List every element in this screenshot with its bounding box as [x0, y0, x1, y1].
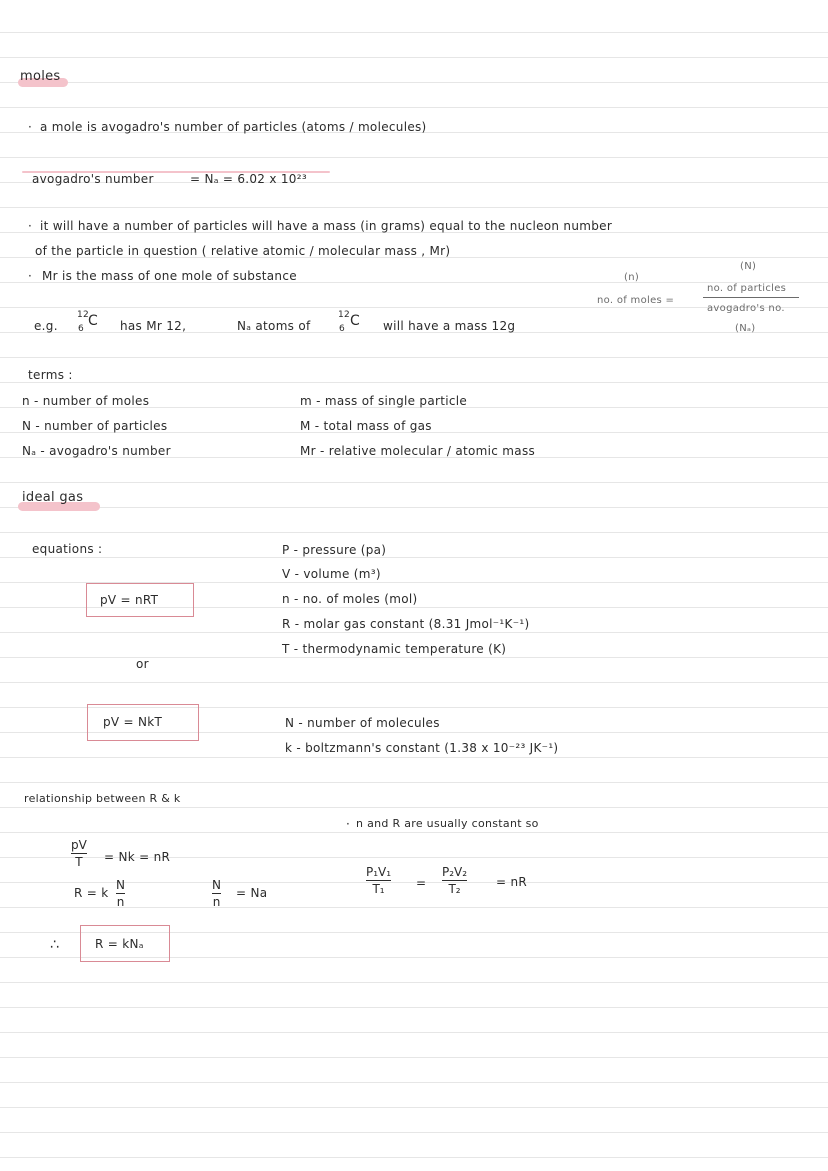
- fraction-bar: [71, 853, 87, 854]
- bullet-dot: ·: [28, 120, 33, 134]
- pv-numerator: pV: [71, 838, 87, 852]
- r-equals-k: R = k: [74, 886, 109, 900]
- var1-4: T - thermodynamic temperature (K): [282, 642, 507, 656]
- var1-3: R - molar gas constant (8.31 Jmol⁻¹K⁻¹): [282, 617, 530, 631]
- bullet-dot: ·: [346, 817, 351, 831]
- final-equation: R = kNₐ: [95, 937, 144, 951]
- moles-title: moles: [20, 69, 61, 84]
- carbon-atomic-number-2: 6: [339, 324, 346, 334]
- var2-1: k - boltzmann's constant (1.38 x 10⁻²³ JK⁻¹): [285, 741, 559, 755]
- var1-1: V - volume (m³): [282, 567, 381, 581]
- term-left-1: N - number of particles: [22, 419, 168, 433]
- ideal-gas-title: ideal gas: [22, 490, 84, 505]
- example-na: Nₐ atoms of: [237, 319, 311, 333]
- example-will: will have a mass 12g: [383, 319, 516, 333]
- bullet-mass-line2: of the particle in question ( relative atomic / molecular mass , Mr): [35, 244, 451, 258]
- relationship-label: relationship between R & k: [24, 792, 181, 805]
- example-has: has Mr 12,: [120, 319, 187, 333]
- or-label: or: [136, 657, 149, 671]
- fraction-bar: [116, 893, 125, 894]
- bullet-mr-definition: Mr is the mass of one mole of substance: [42, 269, 297, 283]
- carbon-mass-number-2: 12: [338, 310, 351, 320]
- n-denominator-2: n: [212, 895, 221, 909]
- avogadro-label: avogadro's number: [32, 172, 154, 186]
- avogadro-value: = Nₐ = 6.02 x 10²³: [190, 172, 307, 186]
- eq2: pV = NkT: [103, 715, 163, 729]
- rel-equation: = Nk = nR: [104, 850, 171, 864]
- p2v2: P₂V₂: [442, 865, 468, 879]
- p1v1: P₁V₁: [366, 865, 392, 879]
- term-right-2: Mr - relative molecular / atomic mass: [300, 444, 536, 458]
- carbon-symbol-2: C: [350, 313, 361, 329]
- n-over-n: [116, 878, 125, 909]
- formula-NA-symbol: (Nₐ): [735, 323, 756, 334]
- p1v1-over-t1: [366, 865, 391, 896]
- formula-numerator: no. of particles: [707, 283, 787, 294]
- bullet-dot: ·: [28, 219, 33, 233]
- constant-note: n and R are usually constant so: [356, 817, 539, 830]
- terms-title: terms :: [28, 368, 73, 382]
- bullet-dot: ·: [28, 269, 33, 283]
- fraction-bar: [442, 880, 467, 881]
- bullet-mass-line1: it will have a number of particles will have a mass (in grams) equal to the nucleon number: [40, 219, 613, 233]
- var1-2: n - no. of moles (mol): [282, 592, 418, 606]
- carbon-symbol: C: [88, 313, 99, 329]
- formula-denominator: avogadro's no.: [707, 303, 785, 314]
- equations-label: equations :: [32, 542, 103, 556]
- formula-n-symbol: (n): [624, 272, 640, 283]
- carbon-atomic-number: 6: [78, 324, 85, 334]
- therefore-symbol: ∴: [50, 937, 60, 953]
- carbon-mass-number: 12: [77, 310, 90, 320]
- eq1: pV = nRT: [100, 593, 159, 607]
- n-numerator-2: N: [212, 878, 221, 892]
- bullet-mole-definition: a mole is avogadro's number of particles (atoms / molecules): [40, 120, 427, 134]
- pv-over-t: [71, 838, 87, 869]
- fraction-bar: [366, 880, 391, 881]
- n-numerator: N: [116, 878, 125, 892]
- equals-sign: =: [416, 876, 427, 890]
- n-over-n-2: [212, 878, 221, 909]
- var1-0: P - pressure (pa): [282, 543, 387, 557]
- t-denominator: T: [75, 855, 83, 869]
- term-right-1: M - total mass of gas: [300, 419, 432, 433]
- t2: T₂: [448, 882, 461, 896]
- fraction-bar: [212, 893, 221, 894]
- t1: T₁: [372, 882, 385, 896]
- p2v2-over-t2: [442, 865, 467, 896]
- term-right-0: m - mass of single particle: [300, 394, 468, 408]
- term-left-0: n - number of moles: [22, 394, 150, 408]
- na-equation: = Na: [236, 886, 268, 900]
- term-left-2: Nₐ - avogadro's number: [22, 444, 171, 458]
- formula-N-symbol: (N): [740, 261, 757, 272]
- example-prefix: e.g.: [34, 319, 58, 333]
- n-denominator: n: [116, 895, 125, 909]
- equals-nr: = nR: [496, 875, 528, 889]
- formula-fraction-bar: [703, 297, 799, 298]
- formula-n-label: no. of moles =: [597, 295, 675, 306]
- var2-0: N - number of molecules: [285, 716, 440, 730]
